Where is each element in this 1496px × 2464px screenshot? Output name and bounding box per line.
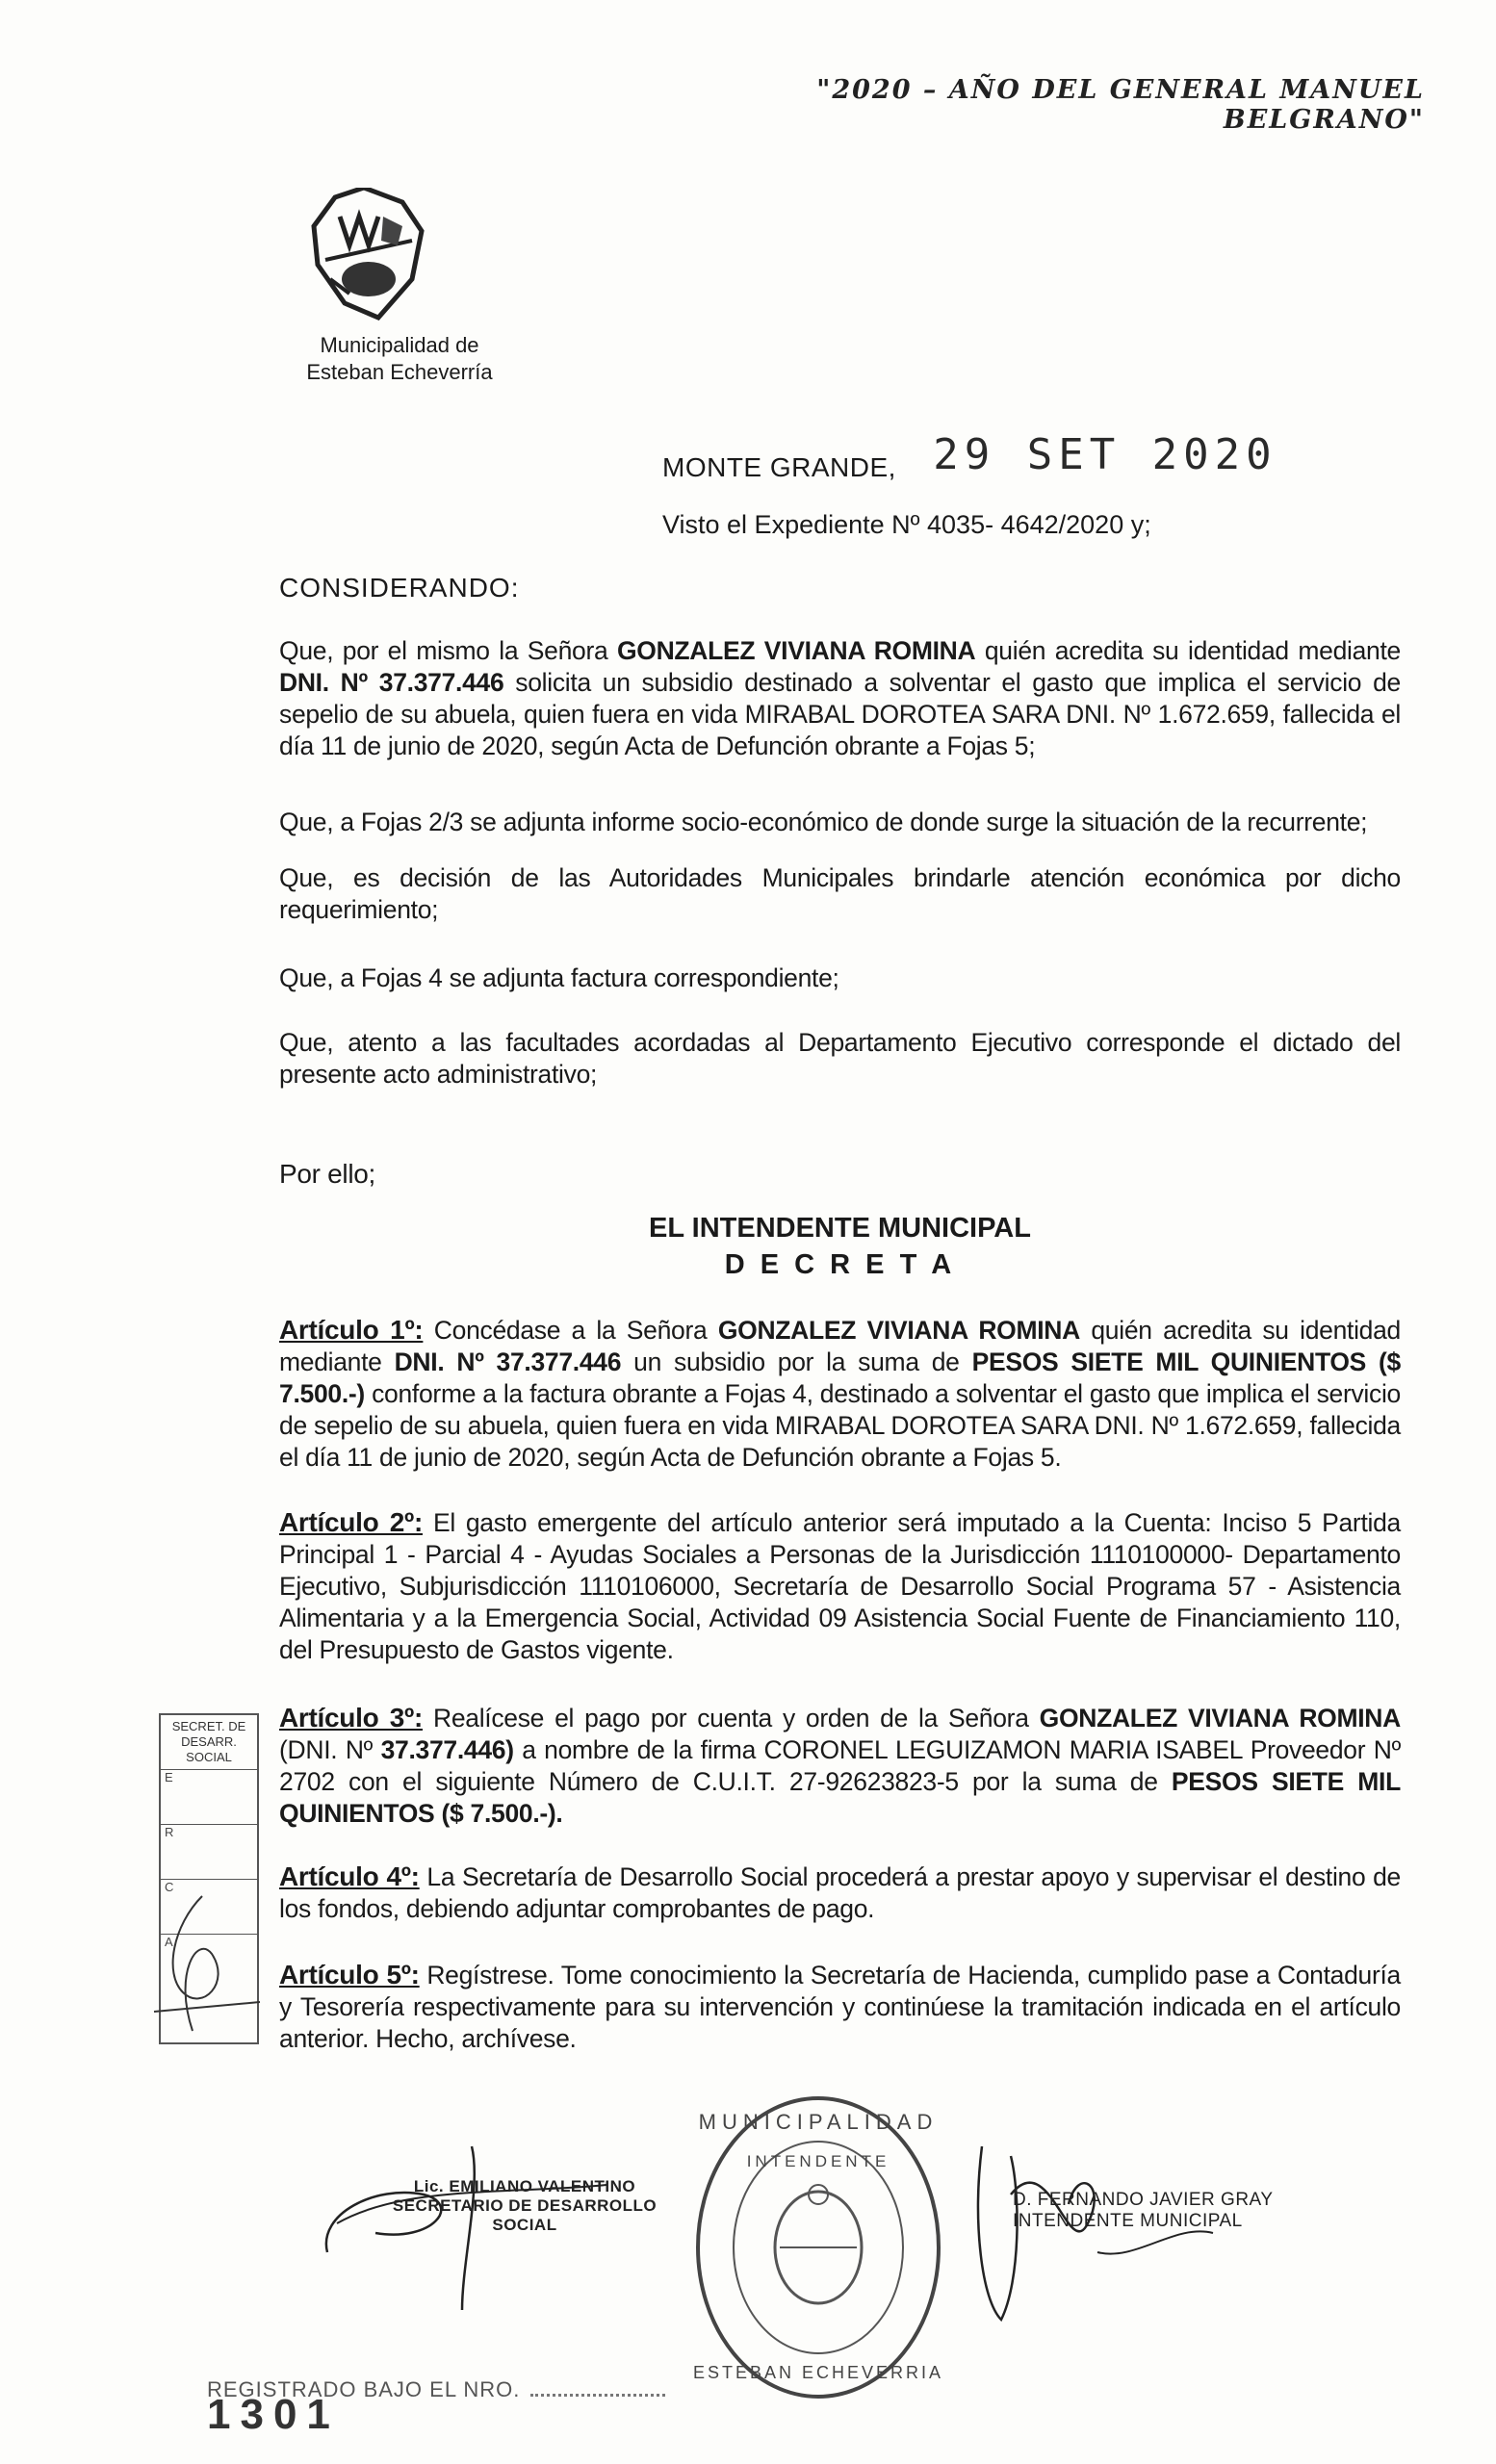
routing-row: R bbox=[161, 1825, 257, 1880]
routing-box-header: SECRET. DE DESARR. SOCIAL bbox=[161, 1715, 257, 1770]
visto-line: Visto el Expediente Nº 4035- 4642/2020 y; bbox=[662, 510, 1151, 539]
authority-heading: EL INTENDENTE MUNICIPAL bbox=[649, 1213, 1031, 1244]
mayor-name: D. FERNANDO JAVIER GRAY bbox=[1013, 2190, 1274, 2210]
secretary-name: Lic. EMILIANO VALENTINO bbox=[413, 2177, 636, 2195]
article-1-label: Artículo 1º: bbox=[279, 1315, 424, 1345]
secretary-title-2: SOCIAL bbox=[492, 2216, 557, 2234]
c1-text-1: Que, por el mismo la Señora bbox=[279, 636, 617, 665]
official-seal bbox=[688, 2089, 948, 2406]
article-2 bbox=[279, 1506, 1401, 1666]
article-5-label: Artículo 5º: bbox=[279, 1960, 420, 1989]
a3-dni: 37.377.446) bbox=[380, 1735, 514, 1764]
a1-text-2: quién acredita su identidad mediante bbox=[279, 1316, 1401, 1376]
registry-text: REGISTRADO BAJO EL NRO. bbox=[207, 2377, 521, 2401]
registry-line bbox=[207, 2377, 765, 2451]
considerando-5: Que, atento a las facultades acordadas al Departamento Ejecutivo corresponde el dictado del presente acto administrativo; bbox=[279, 1028, 1401, 1089]
secretary-signature-block bbox=[375, 2177, 674, 2235]
a1-name: GONZALEZ VIVIANA ROMINA bbox=[717, 1316, 1080, 1345]
a2-text: El gasto emergente del artículo anterior será imputado a la Cuenta: Inciso 5 Partida Principal 1 - Parcial 4 - Ayudas Sociales a Personas de la Jurisdicción 1110100000- Departamento Ejecutivo, Subjurisdicción 1110106000, Secretaría de Desarrollo Social Programa 57 - Asistencia Alimentaria y a la Emergencia Social, Actividad 09 Asistencia Social Fuente de Financiamiento 110, del Presupuesto de Gastos vigente. bbox=[279, 1508, 1401, 1664]
c1-text-3: solicita un subsidio destinado a solventar el gasto que implica el servicio de sepelio de su abuela, quien fuera en vida MIRABAL DOROTEA SARA DNI. Nº 1.672.659, fallecida el día 11 de junio de 2020, según Acta de Defunción obrante a Fojas 5; bbox=[279, 668, 1401, 760]
considerando-3: Que, es decisión de las Autoridades Municipales brindarle atención económica por dicho requerimiento; bbox=[279, 863, 1401, 924]
article-4 bbox=[279, 1861, 1401, 1925]
place-date bbox=[662, 430, 1277, 487]
considerando-title: CONSIDERANDO: bbox=[279, 573, 520, 603]
a3-text-3: a nombre de la firma CORONEL LEGUIZAMON MARIA ISABEL Proveedor Nº 2702 con el siguiente Número de C.U.I.T. 27-92623823-5 por la suma de bbox=[279, 1735, 1401, 1796]
a3-text-2: (DNI. Nº bbox=[279, 1735, 381, 1764]
institution-line1: Municipalidad de bbox=[320, 333, 479, 357]
article-5 bbox=[279, 1959, 1401, 2055]
considerando-2: Que, a Fojas 2/3 se adjunta informe socio-económico de donde surge la situación de la recurrente; bbox=[279, 808, 1368, 836]
institution-line2: Esteban Echeverría bbox=[306, 360, 493, 384]
a4-text: La Secretaría de Desarrollo Social procederá a prestar apoyo y supervisar el destino de los fondos, debiendo adjuntar comprobantes de pago. bbox=[279, 1862, 1401, 1923]
article-3 bbox=[279, 1702, 1401, 1830]
article-3-label: Artículo 3º: bbox=[279, 1703, 423, 1732]
place: MONTE GRANDE, bbox=[662, 452, 896, 482]
seal-bottom-text: ESTEBAN ECHEVERRIA bbox=[692, 2363, 944, 2382]
considerando-1 bbox=[279, 635, 1401, 762]
article-4-label: Artículo 4º: bbox=[279, 1861, 420, 1891]
routing-row: E bbox=[161, 1770, 257, 1825]
routing-row: A bbox=[165, 1935, 173, 1949]
c1-text-2: quién acredita su identidad mediante bbox=[975, 636, 1401, 665]
a3-text-1: Realícese el pago por cuenta y orden de la Señora bbox=[423, 1704, 1040, 1732]
registry-dots bbox=[530, 2394, 665, 2397]
a1-dni: DNI. Nº 37.377.446 bbox=[394, 1348, 622, 1376]
mayor-signature-block bbox=[1013, 2190, 1302, 2232]
decreta-heading: D E C R E T A bbox=[724, 1249, 956, 1280]
initials-signature-icon bbox=[144, 1886, 270, 2050]
seal-icon bbox=[688, 2089, 948, 2406]
seal-top-text: MUNICIPALIDAD bbox=[698, 2110, 939, 2134]
secretary-title-1: SECRETARIO DE DESARROLLO bbox=[392, 2196, 658, 2215]
article-1 bbox=[279, 1314, 1401, 1474]
a1-amount: PESOS SIETE MIL QUINIENTOS ($ 7.500.-) bbox=[279, 1348, 1401, 1408]
a1-text-1: Concédase a la Señora bbox=[423, 1316, 718, 1345]
c1-dni: DNI. Nº 37.377.446 bbox=[279, 668, 504, 697]
registry-number: 1301 bbox=[207, 2391, 340, 2438]
header-motto: "2020 – AÑO DEL GENERAL MANUEL BELGRANO" bbox=[816, 75, 1425, 135]
date-stamp: 29 SET 2020 bbox=[933, 430, 1277, 479]
a1-text-3: un subsidio por la suma de bbox=[621, 1348, 972, 1376]
municipal-coat-of-arms-icon bbox=[306, 188, 431, 332]
institution-name bbox=[289, 332, 510, 386]
article-2-label: Artículo 2º: bbox=[279, 1507, 423, 1537]
a1-text-4: conforme a la factura obrante a Fojas 4, destinado a solventar el gasto que implica el servicio de sepelio de su abuela, quien fuera en vida MIRABAL DOROTEA SARA DNI. Nº 1.672.659, fallecida el día 11 de junio de 2020, según Acta de Defunción obrante a Fojas 5. bbox=[279, 1379, 1401, 1472]
c1-name: GONZALEZ VIVIANA ROMINA bbox=[616, 636, 976, 665]
a3-amount: PESOS SIETE MIL QUINIENTOS ($ 7.500.-). bbox=[279, 1767, 1401, 1828]
considerando-4: Que, a Fojas 4 se adjunta factura correspondiente; bbox=[279, 963, 839, 992]
a5-text: Regístrese. Tome conocimiento la Secretaría de Hacienda, cumplido pase a Contaduría y Tesorería respectivamente para su intervención y continúese la tramitación indicada en el artículo anterior. Hecho, archívese. bbox=[279, 1961, 1401, 2053]
a3-name: GONZALEZ VIVIANA ROMINA bbox=[1039, 1704, 1401, 1732]
seal-inner-text: INTENDENTE bbox=[746, 2152, 890, 2170]
mayor-title: INTENDENTE MUNICIPAL bbox=[1013, 2211, 1243, 2231]
routing-row: C bbox=[161, 1880, 257, 1935]
por-ello: Por ello; bbox=[279, 1159, 376, 1189]
